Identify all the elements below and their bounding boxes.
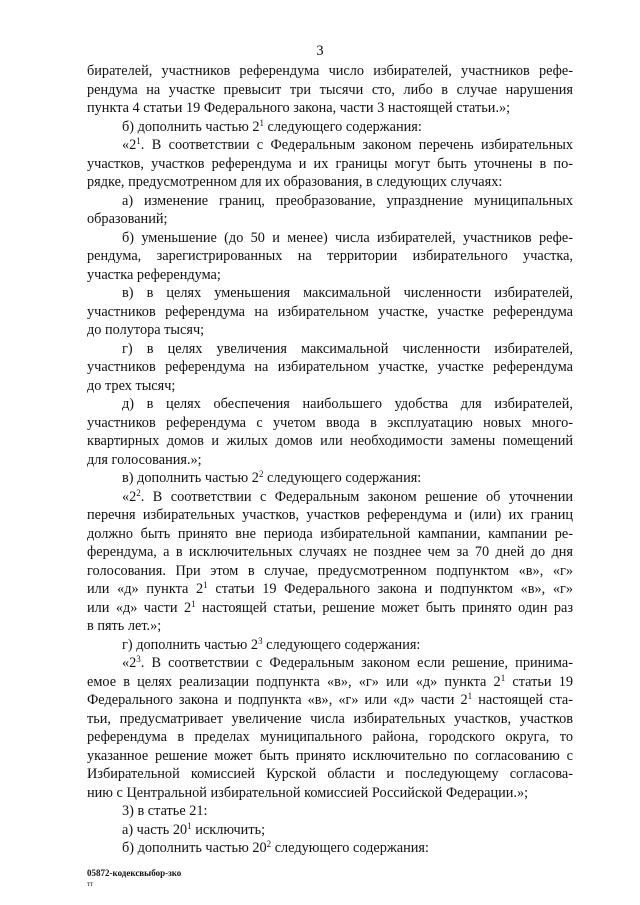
text-line: в) дополнить частью $2^2$ следующего содержания: (122, 469, 422, 486)
text-line: участников референдума на избирательном участке, участке референдума (87, 303, 573, 320)
text-line: пункта 4 статьи 19 Федерального закона, части 3 настоящей статьи.»; (87, 100, 511, 116)
text-line: нию с Центральной избирательной комиссией Российской Федерации.»; (87, 784, 529, 801)
text-line: в) в целях уменьшения максимальной численности избирателей, (122, 285, 573, 301)
text-line: г) дополнить частью $2^3$ следующего содержания: (122, 635, 421, 653)
text-line: а) часть $20^1$ исключить; (122, 820, 266, 838)
text-line: или «д» части $2^1$ настоящей статьи, решение может быть принято один раз (87, 598, 573, 616)
text-line: указанное решение может быть принято исключительно по согласованию с (87, 747, 573, 764)
text-line: «$2^3$. В соответствии с Федеральным законом если решение, принима- (122, 654, 573, 671)
text-line: тьи, предусматривает увеличение числа избирательных участков, участков (87, 710, 573, 727)
text-line: б) дополнить частью $2^1$ следующего содержания: (122, 117, 422, 135)
text-line: до трех тысяч; (87, 377, 176, 394)
text-line: участников референдума на избирательном участке, участке референдума (87, 359, 573, 375)
text-line: емое в целях реализации подпункта «в», «г» или «д» пункта $2^1$ статьи 19 (87, 672, 574, 690)
text-line: референдума в пределах муниципального района, городского округа, то (87, 729, 573, 745)
text-line: г) в целях увеличения максимальной численности избирателей, (122, 340, 573, 357)
text-line: квартирных домов и жилых домов или необходимости замены помещений (87, 433, 573, 449)
text-line: голосования. При этом в случае, предусмотренном подпунктом «в», «г» (87, 562, 573, 579)
text-line: Федерального закона и подпункта «в», «г» или «д» части $2^1$ настоящей ста- (87, 691, 573, 708)
text-line: а) изменение границ, преобразование, упразднение муниципальных (122, 192, 573, 209)
text-line: образований; (87, 211, 168, 227)
text-line: «$2^1$. В соответствии с Федеральным законом перечень избирательных (122, 136, 573, 153)
text-line: «$2^2$. В соответствии с Федеральным законом решение об уточнении (122, 487, 573, 505)
text-line: бирателей, участников референдума число избирателей, участников рефе- (87, 63, 573, 79)
text-line: должно быть принято вне периода избирательной кампании, кампании ре- (87, 525, 573, 542)
text-line: Избирательной комиссией Курской области и последующему согласова- (87, 766, 573, 782)
text-line: в пять лет.»; (87, 618, 162, 634)
text-line: ферендума, а в исключительных случаях не позднее чем за 70 дней до дня (87, 544, 573, 560)
text-line: или «д» пункта $2^1$ статьи 19 Федерального закона и подпунктом «в», «г» (87, 580, 574, 597)
text-line: до полутора тысяч; (87, 322, 205, 338)
document-body (87, 62, 573, 858)
text-line: б) уменьшение (до 50 и менее) числа избирателей, участников рефе- (122, 229, 573, 246)
text-line: рендума, зарегистрированных на территории избирательного участка, (87, 248, 573, 264)
text-line: участников референдума с учетом ввода в эксплуатацию новых много- (87, 414, 573, 431)
text-line: рендума на участке превысит три тысячи сто, либо в случае нарушения (87, 81, 573, 98)
text-line: д) в целях обеспечения наибольшего удобства для избирателей, (122, 396, 573, 412)
text-line: рядке, предусмотренном для их образования, в следующих случаях: (87, 174, 503, 190)
footer-mark: тт (87, 880, 94, 888)
page-number: 3 (316, 43, 324, 59)
text-line: б) дополнить частью $20^2$ следующего содержания: (122, 839, 429, 856)
text-line: 3) в статье 21: (122, 803, 208, 819)
text-line: участка референдума; (87, 266, 221, 283)
document-code: 05872-кодексвыбор-зко (87, 868, 182, 878)
text-line: перечня избирательных участков, участков референдума и (или) их границ (87, 507, 573, 523)
text-line: для голосования.»; (87, 451, 202, 468)
text-line: участков, участков референдума и их границы могут быть уточнены в по- (87, 155, 573, 172)
